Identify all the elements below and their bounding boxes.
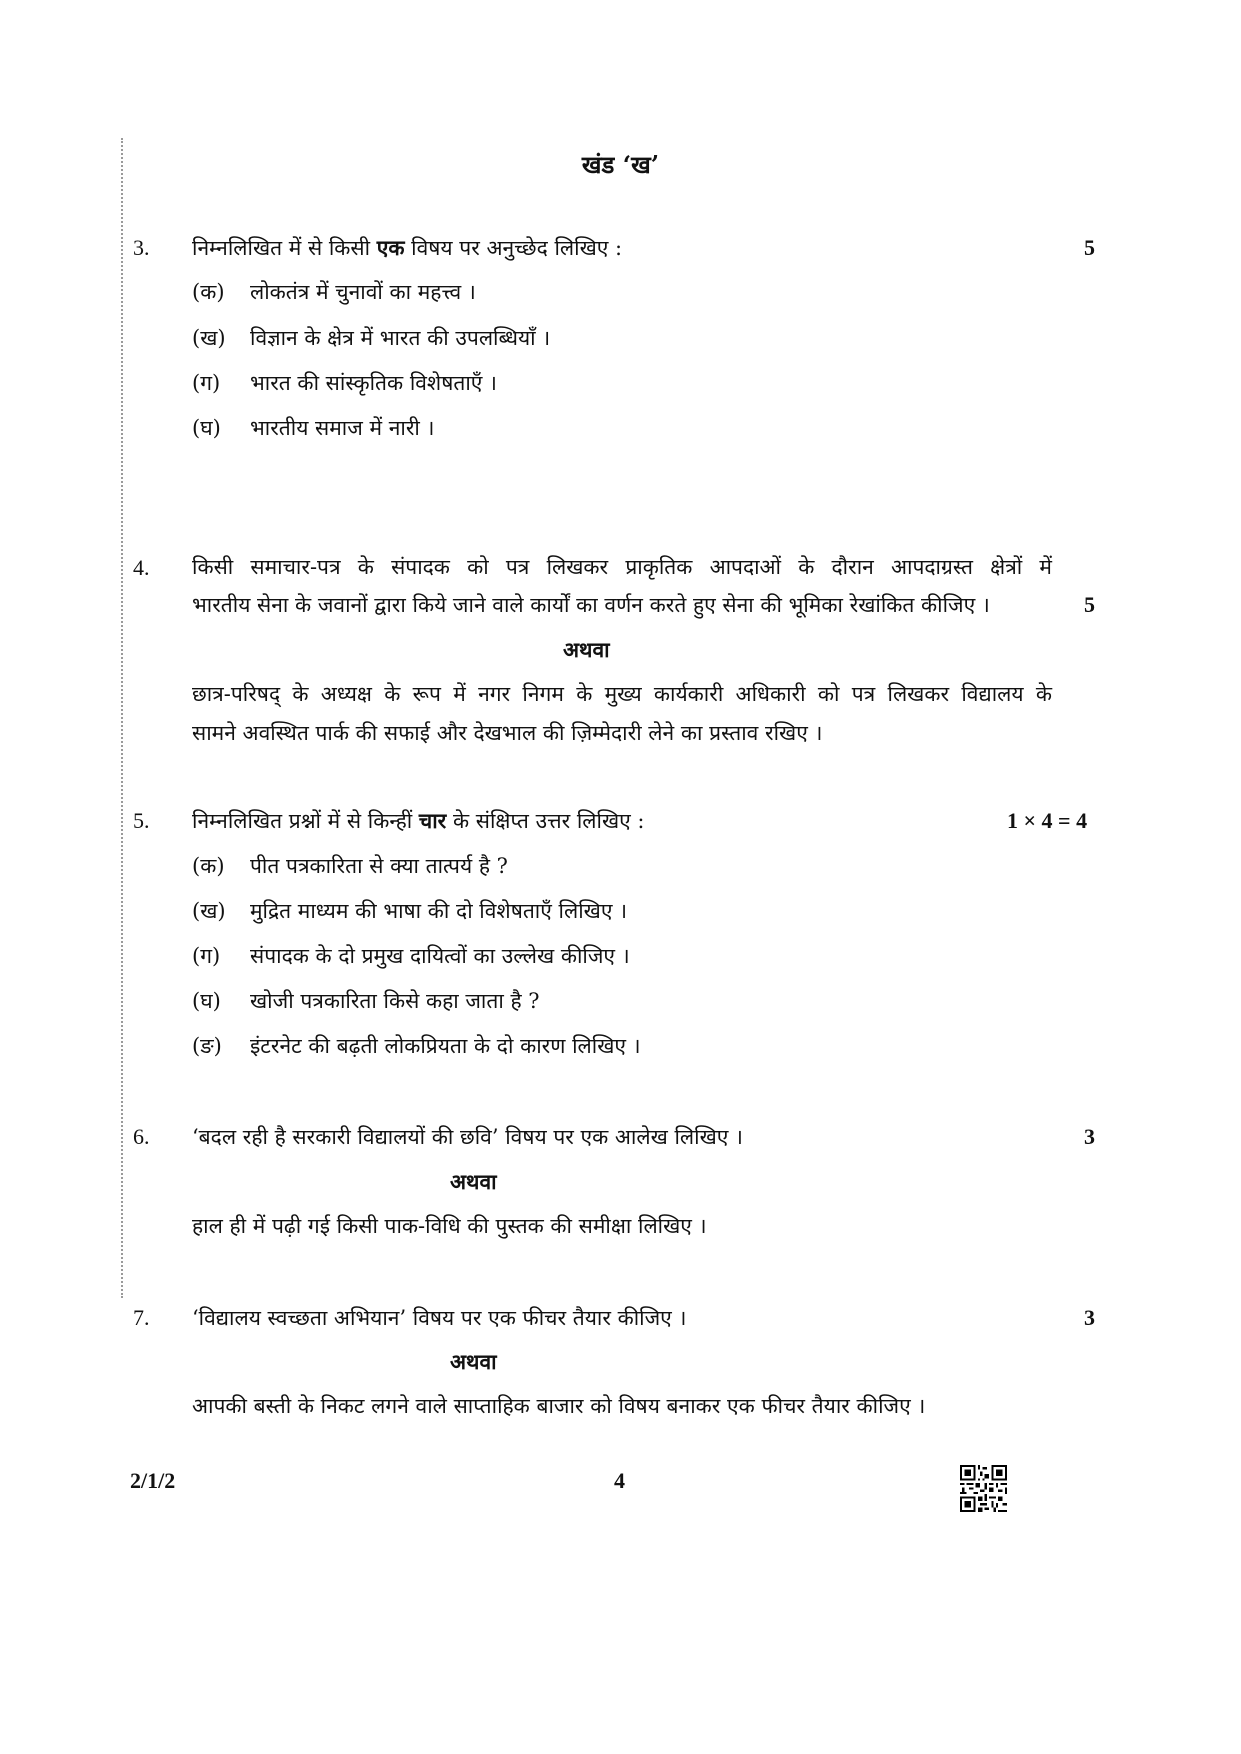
option-text: संपादक के दो प्रमुख दायित्वों का उल्लेख कीजिए ।: [250, 944, 630, 968]
option-label: (क): [192, 854, 225, 878]
q4-marks: 5: [1084, 592, 1095, 617]
option-label: (ङ): [192, 1034, 222, 1058]
option-text: भारतीय समाज में नारी ।: [250, 416, 435, 440]
q3-text: [192, 234, 622, 262]
q4-alt-line1: छात्र-परिषद् के अध्यक्ष के रूप में नगर निगम के मुख्य कार्यकारी अधिकारी को पत्र लिखकर विद्यालय के: [192, 682, 1052, 706]
q5-marks: 1 × 4 = 4: [1007, 808, 1088, 833]
option-label: (घ): [192, 989, 221, 1013]
option-label: (ख): [192, 899, 226, 923]
option-label: (ग): [192, 944, 221, 968]
q3-marks: 5: [1084, 235, 1095, 260]
q3-option: [192, 324, 550, 352]
q7-marks: 3: [1084, 1305, 1095, 1330]
q6-alt: हाल ही में पढ़ी गई किसी पाक-विधि की पुस्तक की समीक्षा लिखिए ।: [192, 1214, 707, 1238]
option-label: (घ): [192, 416, 221, 440]
margin-dotted-line: [121, 138, 123, 1298]
q7-alt: आपकी बस्ती के निकट लगने वाले साप्ताहिक बाजार को विषय बनाकर एक फीचर तैयार कीजिए ।: [192, 1394, 926, 1418]
q4-alt-line2: सामने अवस्थित पार्क की सफाई और देखभाल की ज़िम्मेदारी लेने का प्रस्ताव रखिए ।: [192, 721, 823, 745]
q3-number: 3.: [133, 235, 150, 260]
q5-text-after: के संक्षिप्त उत्तर लिखिए :: [446, 809, 645, 833]
q7-or: अथवा: [450, 1349, 497, 1374]
option-text: इंटरनेट की बढ़ती लोकप्रियता के दो कारण लिखिए ।: [250, 1034, 641, 1058]
q5-option: [192, 852, 508, 880]
q4-number: 4.: [133, 555, 150, 580]
q3-option: [192, 369, 497, 397]
option-text: विज्ञान के क्षेत्र में भारत की उपलब्धियाँ ।: [250, 326, 551, 350]
q3-text-before: निम्नलिखित में से किसी: [192, 236, 377, 260]
q4-or: अथवा: [563, 637, 610, 662]
q3-text-bold: एक: [376, 235, 405, 260]
option-label: (ग): [192, 371, 221, 395]
q4-line2: भारतीय सेना के जवानों द्वारा किये जाने वाले कार्यों का वर्णन करते हुए सेना की भूमिका रेखांकित कीजिए ।: [192, 593, 990, 617]
option-text: पीत पत्रकारिता से क्या तात्पर्य है ?: [250, 854, 508, 878]
q7-text: ‘विद्यालय स्वच्छता अभियान’ विषय पर एक फीचर तैयार कीजिए ।: [192, 1306, 687, 1330]
option-text: लोकतंत्र में चुनावों का महत्त्व ।: [250, 280, 476, 304]
q6-or: अथवा: [450, 1169, 497, 1194]
paper-code: 2/1/2: [130, 1468, 176, 1493]
q5-text-before: निम्नलिखित प्रश्नों में से किन्हीं: [192, 809, 419, 833]
qr-code-icon: [960, 1465, 1007, 1512]
q7-number: 7.: [133, 1305, 150, 1330]
q5-option: [192, 942, 630, 970]
q3-text-after: विषय पर अनुच्छेद लिखिए :: [404, 236, 623, 260]
q5-text-bold: चार: [418, 808, 447, 833]
q6-text: ‘बदल रही है सरकारी विद्यालयों की छवि’ विषय पर एक आलेख लिखिए ।: [192, 1125, 744, 1149]
page-number: 4: [614, 1468, 625, 1493]
q3-option: [192, 414, 435, 442]
option-text: मुद्रित माध्यम की भाषा की दो विशेषताएँ लिखिए ।: [250, 899, 628, 923]
option-label: (ख): [192, 326, 226, 350]
q4-line1: किसी समाचार-पत्र के संपादक को पत्र लिखकर प्राकृतिक आपदाओं के दौरान आपदाग्रस्त क्षेत्रों में: [192, 555, 1052, 579]
section-title: खंड ‘ख’: [581, 150, 660, 179]
q3-option: [192, 278, 476, 306]
option-text: भारत की सांस्कृतिक विशेषताएँ ।: [250, 371, 498, 395]
q6-marks: 3: [1084, 1124, 1095, 1149]
q5-text: [192, 807, 645, 835]
option-text: खोजी पत्रकारिता किसे कहा जाता है ?: [250, 989, 540, 1013]
q5-number: 5.: [133, 808, 150, 833]
q5-option: [192, 1032, 641, 1060]
option-label: (क): [192, 280, 225, 304]
q5-option: [192, 987, 540, 1015]
q6-number: 6.: [133, 1124, 150, 1149]
q5-option: [192, 897, 627, 925]
